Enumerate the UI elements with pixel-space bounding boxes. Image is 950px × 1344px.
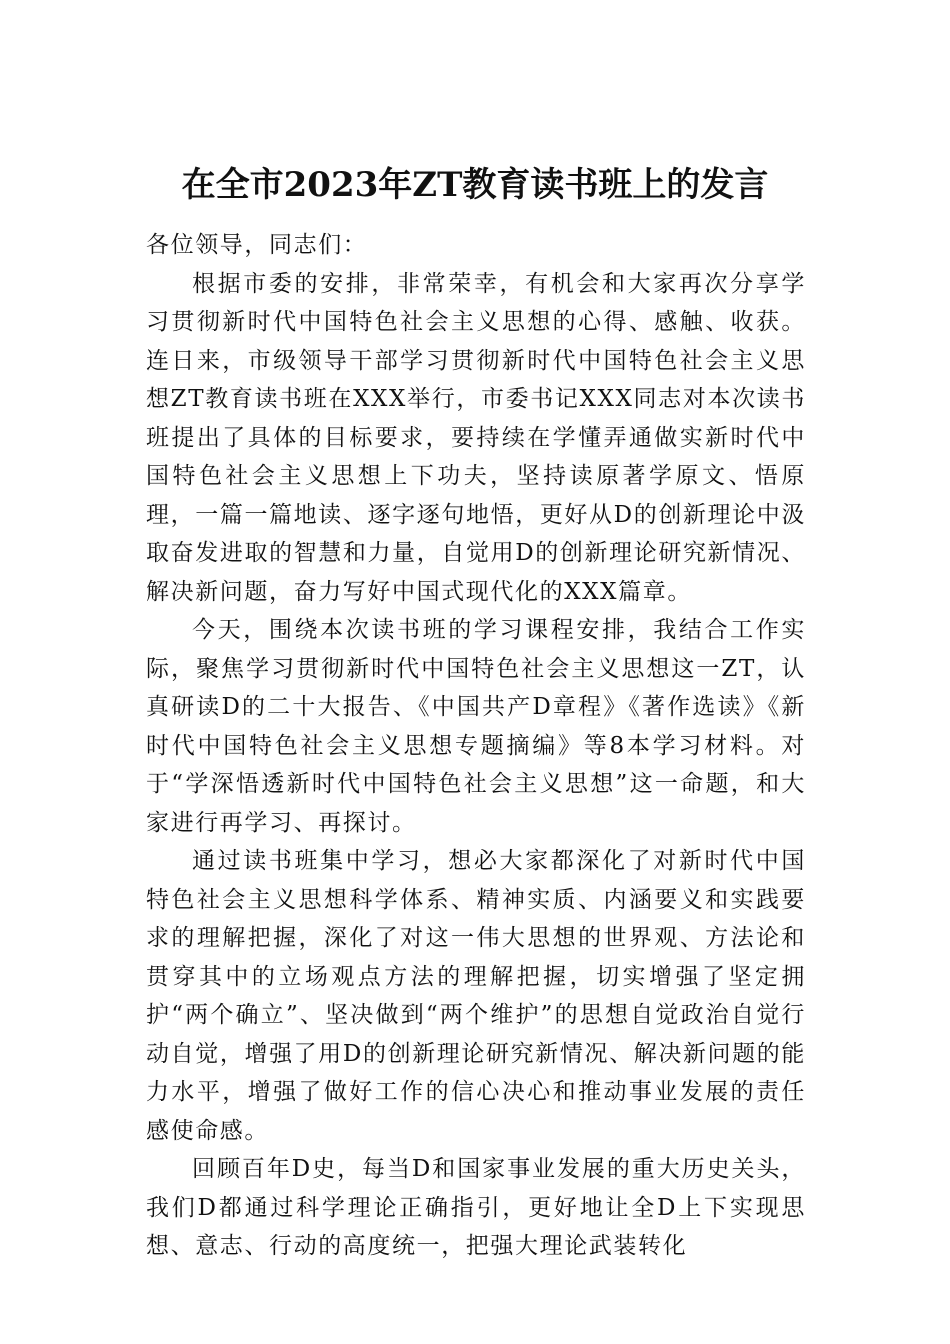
paragraph-4: 回顾百年D史，每当D和国家事业发展的重大历史关头，我们D都通过科学理论正确指引，更好地让全D上下实现思想、意志、行动的高度统一，把强大理论武装转化 <box>146 1156 806 1259</box>
paragraph-2: 今天，围绕本次读书班的学习课程安排，我结合工作实际，聚焦学习贯彻新时代中国特色社会主义思想这一ZT，认真研读D的二十大报告、《中国共产D章程》《著作选读》《新时代中国特色社会主义思想专题摘编》等8本学习材料。对于“学深悟透新时代中国特色社会主义思想”这一命题，和大家进行再学习、再探讨。 <box>146 617 806 836</box>
salutation: 各位领导，同志们： <box>146 232 368 258</box>
document-body <box>146 226 806 1266</box>
paragraph-3: 通过读书班集中学习，想必大家都深化了对新时代中国特色社会主义思想科学体系、精神实质、内涵要义和实践要求的理解把握，深化了对这一伟大思想的世界观、方法论和贯穿其中的立场观点方法的理解把握，切实增强了坚定拥护“两个确立”、坚决做到“两个维护”的思想自觉政治自觉行动自觉，增强了用D的创新理论研究新情况、解决新问题的能力水平，增强了做好工作的信心决心和推动事业发展的责任感使命感。 <box>146 848 806 1144</box>
paragraph-1: 根据市委的安排，非常荣幸，有机会和大家再次分享学习贯彻新时代中国特色社会主义思想的心得、感触、收获。连日来，市级领导干部学习贯彻新时代中国特色社会主义思想ZT教育读书班在XXX举行，市委书记XXX同志对本次读书班提出了具体的目标要求，要持续在学懂弄通做实新时代中国特色社会主义思想上下功夫，坚持读原著学原文、悟原理，一篇一篇地读、逐字逐句地悟，更好从D的创新理论中汲取奋发进取的智慧和力量，自觉用D的创新理论研究新情况、解决新问题，奋力写好中国式现代化的XXX篇章。 <box>146 270 806 605</box>
document-title: 在全市2023年ZT教育读书班上的发言 <box>181 165 769 205</box>
